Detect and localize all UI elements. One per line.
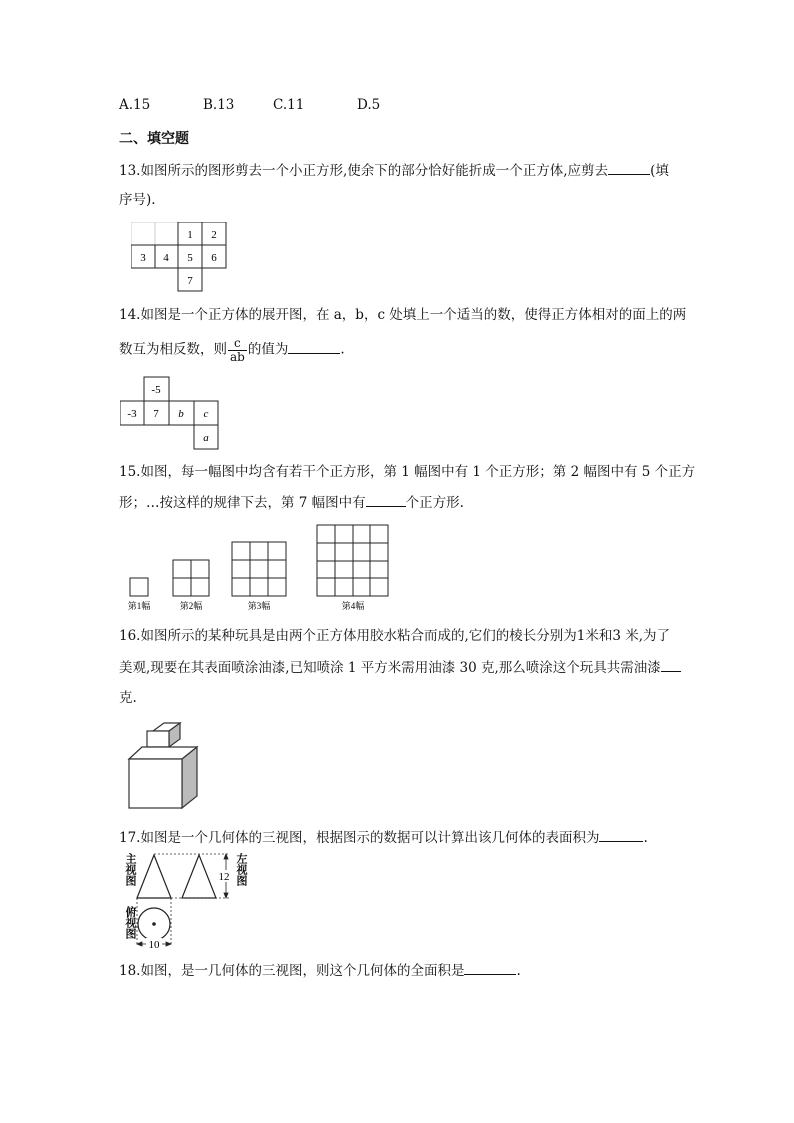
q15-line1: 15.如图，每一幅图中均含有若干个正方形，第 1 幅图中有 1 个正方形；第 2 幅图中有 5 个正方 xyxy=(119,464,696,480)
grid-3x3 xyxy=(232,542,286,596)
q17-answer-blank[interactable] xyxy=(599,829,643,842)
q17-line1 xyxy=(119,829,648,846)
grid-2x2 xyxy=(173,560,209,596)
q13-line2: 序号). xyxy=(119,192,156,208)
large-cube-front xyxy=(129,759,182,808)
q14-line2 xyxy=(119,337,345,363)
small-cube-front xyxy=(147,731,169,747)
option-c: C.11 xyxy=(273,97,305,113)
q15-squares-figure xyxy=(118,522,398,614)
dim-height: 12 xyxy=(218,871,230,883)
label-top-view: 俯视图 xyxy=(124,906,137,939)
q13-cell-1: 1 xyxy=(187,229,193,241)
q17-three-views-figure xyxy=(134,852,234,948)
section-title: 二、填空题 xyxy=(119,131,189,147)
caption-fig-1: 第1幅 xyxy=(127,601,151,611)
q17-text: 17.如图是一个几何体的三视图，根据图示的数据可以计算出该几何体的表面积为 xyxy=(119,830,600,846)
q14-answer-blank[interactable] xyxy=(288,341,340,354)
q13-cell-2: 2 xyxy=(211,229,217,241)
q13-text: 13.如图所示的图形剪去一个小正方形,使余下的部分恰好能折成一个正方体,应剪去 xyxy=(119,163,609,179)
circle-center-dot xyxy=(152,922,156,926)
option-b: B.13 xyxy=(203,97,235,113)
dim-width: 10 xyxy=(148,939,160,948)
left-view-triangle xyxy=(182,855,216,898)
q14-cell-top: -5 xyxy=(151,384,161,396)
q16-answer-blank[interactable] xyxy=(661,659,681,672)
fraction-numerator: c xyxy=(228,337,247,351)
q15-answer-blank[interactable] xyxy=(366,494,406,507)
front-view-triangle xyxy=(137,855,171,898)
q13-cell-3: 3 xyxy=(140,252,146,264)
q15-text: 形；…按这样的规律下去，第 7 幅图中有 xyxy=(119,495,366,511)
grid-1x1 xyxy=(130,578,148,596)
q14-text: 数互为相反数，则 xyxy=(119,341,227,358)
q14-net-figure xyxy=(120,376,220,450)
q13-net-figure xyxy=(131,222,227,292)
q14-text-mid: 的值为 xyxy=(247,341,289,358)
q15-text-end: 个正方形. xyxy=(405,495,464,511)
q13-cell-5: 5 xyxy=(187,252,193,264)
q16-line3: 克. xyxy=(119,690,137,706)
q18-text: 18.如图，是一几何体的三视图，则这个几何体的全面积是 xyxy=(119,963,465,979)
q13-line1 xyxy=(119,162,669,179)
q16-line1: 16.如图所示的某种玩具是由两个正方体用胶水粘合而成的,它们的棱长分别为1米和3 米,为了 xyxy=(119,628,671,644)
q16-line2 xyxy=(119,659,681,676)
q14-cell-c: c xyxy=(203,408,209,420)
caption-fig-2: 第2幅 xyxy=(179,601,203,611)
q14-cell-a: a xyxy=(203,432,209,444)
caption-fig-3: 第3幅 xyxy=(247,601,271,611)
caption-fig-4: 第4幅 xyxy=(341,601,365,611)
q13-cell-7: 7 xyxy=(187,275,193,287)
q18-line1 xyxy=(119,962,521,979)
q13-answer-blank[interactable] xyxy=(608,162,650,175)
label-front-view: 主视图 xyxy=(124,853,137,886)
q14-text-end: . xyxy=(340,341,345,358)
q18-answer-blank[interactable] xyxy=(464,962,516,975)
fraction-denominator: ab xyxy=(230,349,245,364)
q14-cell-left: -3 xyxy=(127,408,137,420)
q14-cell-7: 7 xyxy=(153,408,159,420)
q15-line2 xyxy=(119,494,464,511)
q13-text-end: (填 xyxy=(650,163,669,179)
q16-text: 美观,现要在其表面喷涂油漆,已知喷涂 1 平方米需用油漆 30 克,那么喷涂这个玩具共需油漆 xyxy=(119,660,661,676)
grid-4x4 xyxy=(317,525,388,596)
q13-cell-6: 6 xyxy=(211,252,217,264)
q14-line1: 14.如图是一个正方体的展开图，在 a，b，c 处填上一个适当的数，使得正方体相对的面上的两 xyxy=(119,307,687,323)
q17-text-end: . xyxy=(643,830,648,846)
label-left-view: 左视图 xyxy=(235,853,248,886)
q13-cell-4: 4 xyxy=(163,252,169,264)
option-a: A.15 xyxy=(119,97,151,113)
option-d: D.5 xyxy=(357,97,381,113)
q18-text-end: . xyxy=(516,963,521,979)
q16-cubes-figure xyxy=(126,720,202,810)
q14-cell-b: b xyxy=(178,408,184,420)
q14-fraction xyxy=(228,337,247,363)
